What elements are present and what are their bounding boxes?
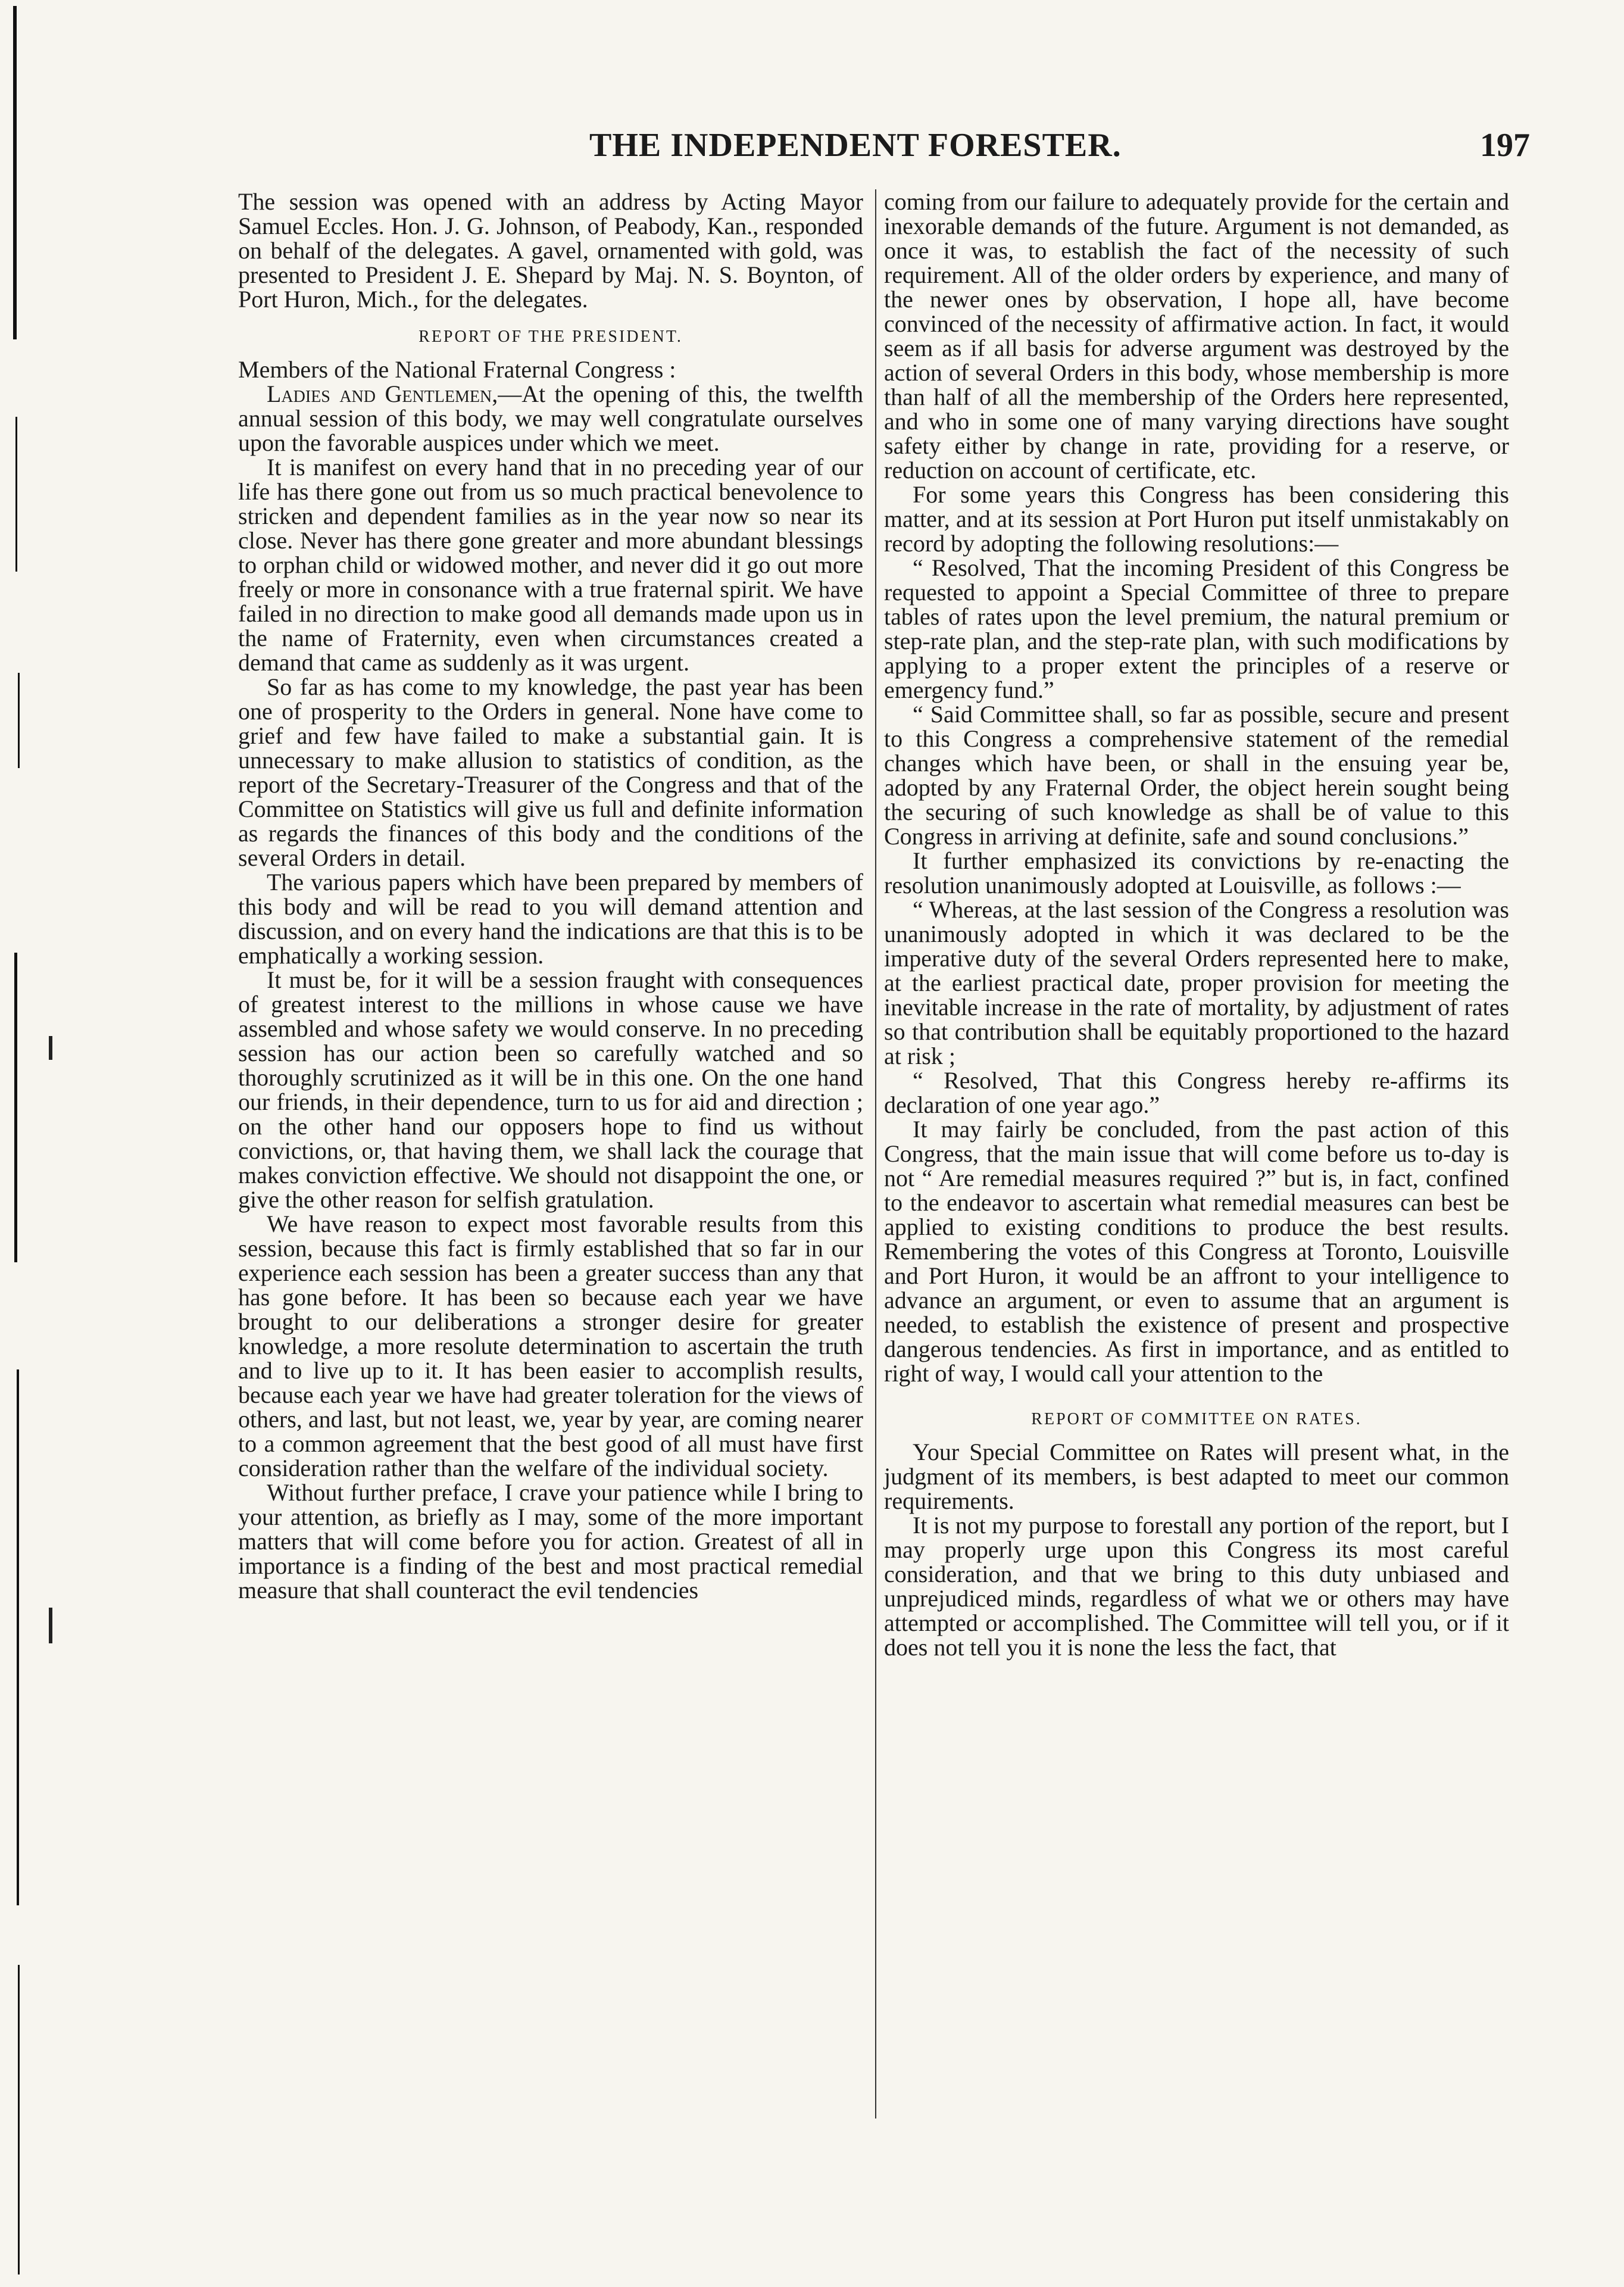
section-heading: REPORT OF COMMITTEE ON RATES. [1031,1410,1362,1428]
journal-title: THE INDEPENDENT FORESTER. [589,127,1122,164]
paragraph: For some years this Congress has been considering this matter, and at its session at Port Huron put itself unmistakably on record by adopting the following resolutions:— [884,481,1509,557]
paragraph: It is not my purpose to forestall any portion of the report, but I may properly urge upon this Congress its most careful consideration, and that we bring to this duty unbiased and unprejudiced minds, regardless of what we or others may have attempted or accomplished. The Committee will tell you, or if it does not tell you it is none the less the fact, that [884,1512,1509,1661]
quoted-resolution: “ Resolved, That the incoming President of this Congress be requested to appoint a Special Committee of three to prepare tables of rates upon the level premium, the natural premium or step-rate plan, and the step-rate plan, with such modifications by applying to a proper extent the principles of a reserve or emergency fund.” [884,554,1509,703]
binding-edge-line [14,953,17,1262]
right-column [884,189,1509,1659]
paragraph: It is manifest on every hand that in no preceding year of our life has there gone out from us so much practical benevolence to stricken and dependent families as in the year now so near its close. Never has there gone greater and more abundant blessings to orphan child or widowed mother, and never did it go out more freely or more in consonance with a true fraternal spirit. We have failed in no direction to make good all demands made upon us in the name of Fraternity, even when circumstances created a demand that came as suddenly as it was urgent. [238,454,863,676]
salutation: Ladies and Gentlemen, [267,380,498,407]
paragraph: Your Special Committee on Rates will present what, in the judgment of its members, is best adapted to meet our common requirements. [884,1439,1509,1514]
binding-mark [49,1036,52,1060]
binding-edge-line [18,673,20,768]
binding-edge-line [13,6,17,339]
address-line: Members of the National Fraternal Congress : [238,356,676,383]
page-number: 197 [1480,127,1530,164]
paragraph: It must be, for it will be a session fraught with consequences of greatest interest to the millions in whose cause we have assembled and whose safety we would conserve. In no preceding session has our action been so carefully watched and so thoroughly scrutinized as it will be in this one. On the one hand our friends, in their dependence, turn to us for aid and direction ; on the other hand our opposers hope to find us without convictions, or, that having them, we shall lack the courage that makes conviction effective. We should not disappoint the one, or give the other reason for selfish gratulation. [238,966,863,1213]
left-column [238,189,863,1602]
paragraph: The various papers which have been prepared by members of this body and will be read to you will demand attention and discussion, and on every hand the indications are that this is to be emphatically a working session. [238,869,863,969]
scanned-page-margin [0,0,65,2287]
quoted-resolution: “ Whereas, at the last session of the Congress a resolution was unanimously adopted in which it was declared to be the imperative duty of the several Orders represented here to make, at the earliest practical date, proper provision for meeting the inevitable increase in the rate of mortality, by adjustment of rates so that contribution shall be equitably proportioned to the hazard at risk ; [884,896,1509,1069]
binding-edge-line [17,1369,19,1905]
paragraph-text: —At the opening of this, the twelfth annual session of this body, we may well congratulate ourselves upon the favorable auspices under which we meet. [238,380,864,456]
quoted-resolution: “ Said Committee shall, so far as possible, secure and present to this Congress a comprehensive statement of the remedial changes which have been, or shall in the ensuing year be, adopted by any Fraternal Order, the object herein sought being the securing of such knowledge as shall be of value to this Congress in arriving at definite, safe and sound conclusions.” [884,701,1509,850]
binding-edge-line [15,417,17,572]
section-heading: REPORT OF THE PRESIDENT. [419,327,683,346]
paragraph: So far as has come to my knowledge, the past year has been one of prosperity to the Orders in general. None have come to grief and few have failed to make a substantial gain. It is unnecessary to make allusion to statistics of condition, as the report of the Secretary-Treasurer of the Congress and that of the Committee on Statistics will give us full and definite information as regards the finances of this body and the conditions of the several Orders in detail. [238,673,863,871]
paragraph: It further emphasized its convictions by re-enacting the resolution unanimously adopted at Louisville, as follows :— [884,847,1509,898]
binding-mark [49,1608,52,1643]
binding-edge-line [18,1965,20,2274]
paragraph: Without further preface, I crave your patience while I bring to your attention, as briefly as I may, some of the more important matters that will come before you for action. Greatest of all in importance is a finding of the best and most practical remedial measure that shall counteract the evil tendencies [238,1479,863,1603]
paragraph: coming from our failure to adequately provide for the certain and inexorable demands of the future. Argument is not demanded, as once it was, to establish the fact of the necessity of such requirement. All of the older orders by experience, and many of the newer ones by observation, I hope all, have become convinced of the necessity of affirmative action. In fact, it would seem as if all basis for adverse argument was destroyed by the action of several Orders in this body, whose membership is more than half of all the membership of the Orders here represented, and who in some one of many varying directions have sought safety either by change in rate, providing for a reserve, or reduction on account of certificate, etc. [884,188,1509,483]
running-header [238,119,1530,173]
quoted-resolution: “ Resolved, That this Congress hereby re-affirms its declaration of one year ago.” [884,1067,1509,1118]
paragraph: We have reason to expect most favorable results from this session, because this fact is firmly established that so far in our experience each session has been a greater success than any that has gone before. It has been so because each year we have brought to our deliberations a stronger desire for greater knowledge, a more resolute determination to ascertain the truth and to live up to it. It has been easier to accomplish results, because each year we have had greater toleration for the views of others, and last, but not least, we, year by year, are coming nearer to a common agreement that the best good of all must have first consideration rather than the welfare of the individual society. [238,1210,863,1481]
paragraph: It may fairly be concluded, from the past action of this Congress, that the main issue that will come before us to-day is not “ Are remedial measures required ?” but is, in fact, confined to the endeavor to ascertain what remedial measures can best be applied to existing conditions to produce the best results. Remembering the votes of this Congress at Toronto, Louisville and Port Huron, it would be an affront to your intelligence to advance an argument, or even to assume that an argument is needed, to establish the existence of present and prospective dangerous tendencies. As first in importance, and as entitled to right of way, I would call your attention to the [884,1116,1509,1387]
paragraph [238,382,863,455]
column-rule [875,189,876,2118]
paragraph: The session was opened with an address by Acting Mayor Samuel Eccles. Hon. J. G. Johnson, of Peabody, Kan., responded on behalf of the delegates. A gavel, ornamented with gold, was presented to President J. E. Shepard by Maj. N. S. Boynton, of Port Huron, Mich., for the delegates. [238,188,863,313]
